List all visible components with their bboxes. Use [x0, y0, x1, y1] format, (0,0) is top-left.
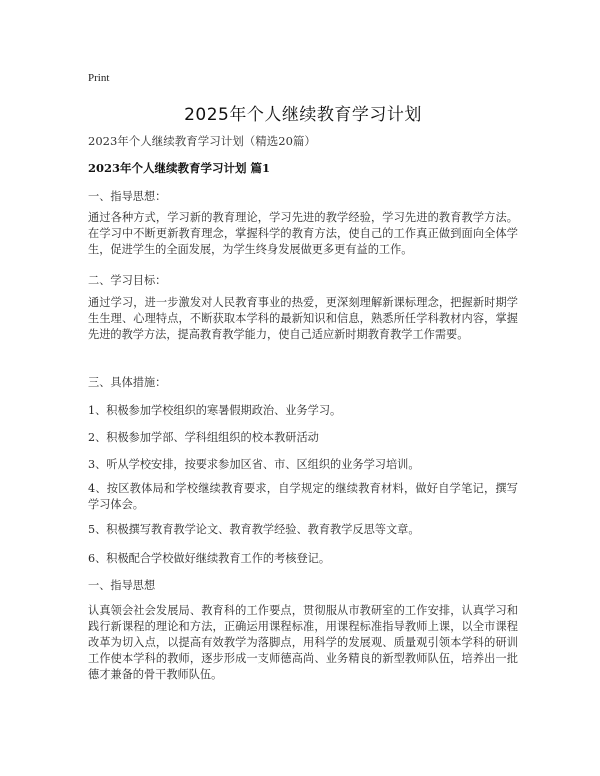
paragraph-guiding-thought-2: 认真领会社会发展局、教育科的工作要点，贯彻服从市教研室的工作安排，认真学习和践行新课程的理论和方法，正确运用课程标准，用课程标准指导教师上课，以全市课程改革为切入点，以提高有效教学为落脚点，用科学的发展观、质量观引领本学科的研训工作使本学科的教师，逐步形成一支师德高尚、业务精良的新型教师队伍，培养出一批德才兼备的骨干教师队伍。 — [88, 604, 518, 681]
list-item: 2、积极参加学部、学科组组织的校本教研活动 — [88, 431, 319, 444]
heading-guiding-thought-2: 一、指导思想 — [88, 579, 156, 592]
heading-learning-goals: 二、学习目标： — [88, 274, 167, 287]
list-item: 5、积极撰写教育教学论文、教育教学经验、教育教学反思等文章。 — [88, 523, 420, 536]
document-subtitle: 2023年个人继续教育学习计划（精选20篇） — [88, 134, 316, 148]
heading-specific-measures: 三、具体措施： — [88, 376, 167, 389]
list-item: 3、听从学校安排，按要求参加区省、市、区组织的业务学习培训。 — [88, 458, 420, 471]
print-link[interactable]: Print — [88, 72, 110, 84]
list-item: 6、积极配合学校做好继续教育工作的考核登记。 — [88, 552, 331, 565]
paragraph-learning-goals: 通过学习，进一步激发对人民教育事业的热爱，更深刻理解新课标理念，把握新时期学生生理、心理特点，不断获取本学科的最新知识和信息，熟悉所任学科教材内容，掌握先进的教学方法，提高教育教学能力，使自己适应新时期教育教学工作需要。 — [88, 296, 518, 341]
section-heading: 2023年个人继续教育学习计划 篇1 — [88, 161, 271, 175]
heading-guiding-thought: 一、指导思想： — [88, 190, 167, 203]
list-item: 4、按区教体局和学校继续教育要求，自学规定的继续教育材料，做好自学笔记，撰写学习体会。 — [88, 482, 518, 511]
page-title: 2025年个人继续教育学习计划 — [184, 105, 422, 125]
list-item: 1、积极参加学校组织的寒暑假期政治、业务学习。 — [88, 404, 342, 417]
paragraph-guiding-thought: 通过各种方式，学习新的教育理论，学习先进的教学经验，学习先进的教育教学方法。在学习中不断更新教育理念，掌握科学的教育方法，使自己的工作真正做到面向全体学生，促进学生的全面发展，为学生终身发展做更多更有益的工作。 — [88, 211, 518, 256]
